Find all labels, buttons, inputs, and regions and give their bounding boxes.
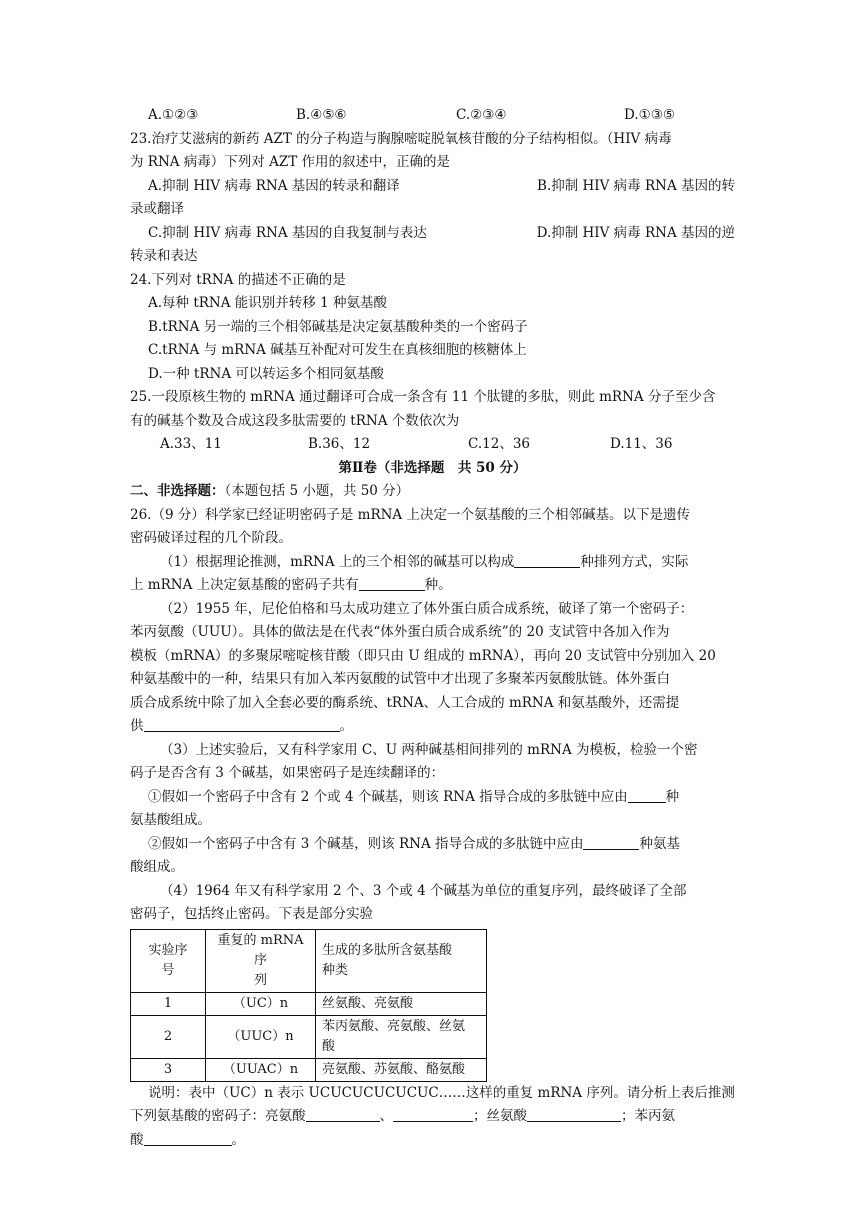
part2-heading-label: 二、非选择题： <box>130 483 225 499</box>
q23-option-a: A.抑制 HIV 病毒 RNA 基因的转录和翻译 <box>148 177 400 194</box>
table-header-cell <box>206 929 316 992</box>
q26-part3-line-2: 码子是否含有 3 个碱基，如果密码子是连续翻译的： <box>130 765 445 781</box>
q26-note-text-f: 。 <box>231 1131 245 1148</box>
q26-part3-line-3 <box>130 786 735 810</box>
q26-part1-text-a: （1）根据理论推测，mRNA 上的三个相邻的碱基可以构成 <box>160 553 515 570</box>
q25-stem-line-1: 25.一段原核生物的 mRNA 通过翻译可合成一条含有 11 个肽键的多肽，则此 mRNA 分子至少含 <box>130 389 716 405</box>
q24-option-a: A.每种 tRNA 能识别并转移 1 种氨基酸 <box>148 295 387 311</box>
q26-part3-text-a: ①假如一个密码子中含有 2 个或 4 个碱基，则该 RNA 指导合成的多肽链中应由 <box>148 788 628 805</box>
q26-part3-text-c: ②假如一个密码子中含有 3 个碱基，则该 RNA 指导合成的多肽链中应由 <box>148 835 584 852</box>
part2-heading <box>130 480 735 504</box>
q23-option-d: D.抑制 HIV 病毒 RNA 基因的逆 <box>536 224 735 241</box>
part2-heading-note: （本题包括 5 小题，共 50 分） <box>224 483 410 499</box>
q26-part3-line-5 <box>130 833 735 857</box>
table-header-row <box>131 929 487 992</box>
q26-part2-text-a: 供 <box>130 718 144 734</box>
q24-stem: 24.下列对 tRNA 的描述不正确的是 <box>130 271 346 288</box>
q26-part2-line-2: 苯丙氨酸（UUU）。具体的做法是在代表“体外蛋白质合成系统”的 20 支试管中各加入作为 <box>130 624 670 640</box>
q26-part2-line-6 <box>130 715 735 739</box>
q22-option-b: B.④⑤⑥ <box>296 107 347 123</box>
q23-option-b-cont: 录或翻译 <box>130 201 184 217</box>
q26-part1-line-1 <box>130 551 735 575</box>
q26-note-line-1: 说明：表中（UC）n 表示 UCUCUCUCUCUC……这样的重复 mRNA 序列。请分析上表后推测 <box>148 1084 735 1101</box>
table-cell-no: 3 <box>131 1058 206 1081</box>
q23-stem-line-2: 为 RNA 病毒）下列对 AZT 作用的叙述中，正确的是 <box>130 154 451 170</box>
q22-option-c: C.②③④ <box>456 107 507 123</box>
q26-part2-line-3: 模板（mRNA）的多聚尿嘧啶核苷酸（即只由 U 组成的 mRNA），再向 20 支试管中分别加入 20 <box>130 647 716 664</box>
part2-title: 第Ⅱ卷（非选择题 共 50 分） <box>338 459 527 476</box>
header-text: 实验序 <box>148 942 188 958</box>
table-cell-no: 2 <box>131 1015 206 1058</box>
q26-part1-text-c: 上 mRNA 上决定氨基酸的密码子共有 <box>130 577 359 593</box>
q26-intro-line-1: 26.（9 分）科学家已经证明密码子是 mRNA 上决定一个氨基酸的三个相邻碱基。以下是遗传 <box>130 506 690 523</box>
q25-option-b: B.36、12 <box>308 436 371 452</box>
q25-option-d: D.11、36 <box>610 436 673 452</box>
q22-option-a: A.①②③ <box>148 107 199 123</box>
q23-options-ab <box>130 175 735 199</box>
table-cell-seq: （UC）n <box>206 992 316 1015</box>
q26-intro-line-2: 密码破译过程的几个阶段。 <box>130 530 292 546</box>
q26-part2-line-5: 质合成系统中除了加入全套必要的酶系统、tRNA、人工合成的 mRNA 和氨基酸外，还需提 <box>130 694 680 711</box>
header-text: 生成的多肽所含氨基酸 <box>322 942 453 958</box>
cell-text: 酸 <box>322 1038 336 1054</box>
header-text: 重复的 mRNA 序 <box>217 932 304 968</box>
table-header-cell <box>316 929 487 992</box>
table-cell-aa: 亮氨酸、苏氨酸、酪氨酸 <box>316 1058 487 1081</box>
q25-option-c: C.12、36 <box>468 436 530 452</box>
q26-part4-line-2: 密码子，包括终止密码。下表是部分实验 <box>130 906 373 922</box>
answer-blank[interactable] <box>393 1107 473 1122</box>
answer-blank[interactable] <box>144 1131 232 1146</box>
q26-part1-line-2 <box>130 574 735 598</box>
table-cell-no: 1 <box>131 992 206 1015</box>
q26-note-text-e: 酸 <box>130 1131 144 1148</box>
q23-option-c: C.抑制 HIV 病毒 RNA 基因的自我复制与表达 <box>148 224 427 241</box>
q23-option-b: B.抑制 HIV 病毒 RNA 基因的转 <box>537 177 735 194</box>
q22-options <box>130 104 735 128</box>
q23-option-d-cont: 转录和表达 <box>130 248 198 264</box>
q26-part4-line-1: （4）1964 年又有科学家用 2 个、3 个或 4 个碱基为单位的重复序列，最终破译了全部 <box>160 882 687 899</box>
table-row <box>131 1058 487 1081</box>
answer-blank[interactable] <box>514 553 580 568</box>
q26-part2-line-1: （2）1955 年，尼伦伯格和马太成功建立了体外蛋白质合成系统，破译了第一个密码子： <box>160 600 694 617</box>
answer-blank[interactable] <box>306 1107 380 1122</box>
exam-page <box>130 104 735 1152</box>
header-text: 号 <box>161 962 175 978</box>
q24-option-b: B.tRNA 另一端的三个相邻碱基是决定氨基酸种类的一个密码子 <box>148 318 528 335</box>
q22-option-d: D.①③⑤ <box>624 107 675 123</box>
q24-option-d: D.一种 tRNA 可以转运多个相同氨基酸 <box>148 365 384 382</box>
answer-blank[interactable] <box>527 1107 621 1122</box>
q26-note-line-3 <box>130 1129 735 1153</box>
q23-stem-line-1: 23.治疗艾滋病的新药 AZT 的分子构造与胸腺嘧啶脱氧核苷酸的分子结构相似。（HIV 病毒 <box>130 130 672 147</box>
q26-part3-line-1: （3）上述实验后，又有科学家用 C、U 两种碱基相间排列的 mRNA 为模板，检验一个密 <box>160 741 698 758</box>
cell-text: 苯丙氨酸、亮氨酸、丝氨 <box>322 1018 466 1034</box>
table-cell-seq: （UUAC）n <box>206 1058 316 1081</box>
q26-part3-text-b: 种 <box>665 788 680 805</box>
table-row <box>131 992 487 1015</box>
answer-blank[interactable] <box>583 835 639 850</box>
q26-part1-text-d: 种。 <box>424 577 452 593</box>
q26-part2-text-b: 。 <box>339 718 353 734</box>
q26-note-text-d: ；苯丙氨 <box>621 1108 675 1124</box>
table-cell-seq: （UUC）n <box>206 1015 316 1058</box>
q26-note-text-c: ；丝氨酸 <box>473 1108 527 1124</box>
experiment-table <box>130 929 487 1082</box>
table-cell-aa: 丝氨酸、亮氨酸 <box>316 992 487 1015</box>
table-cell-aa <box>316 1015 487 1058</box>
q24-option-c: C.tRNA 与 mRNA 碱基互补配对可发生在真核细胞的核糖体上 <box>148 342 527 358</box>
header-text: 种类 <box>322 962 349 978</box>
q26-part3-text-d: 种氨基 <box>639 835 680 852</box>
q26-note-line-2 <box>130 1105 735 1129</box>
table-row <box>131 1015 487 1058</box>
q26-note-text-a: 下列氨基酸的密码子：亮氨酸 <box>130 1108 306 1124</box>
q25-option-a: A.33、11 <box>160 436 222 452</box>
answer-blank[interactable] <box>628 788 666 803</box>
q25-options <box>130 433 735 457</box>
q25-stem-line-2: 有的碱基个数及合成这段多肽需要的 tRNA 个数依次为 <box>130 412 460 429</box>
table-header-cell <box>131 929 206 992</box>
q26-note-text-b: 、 <box>379 1108 393 1124</box>
header-text: 列 <box>253 972 267 988</box>
answer-blank[interactable] <box>359 576 425 591</box>
q23-options-cd <box>130 222 735 246</box>
q26-part2-line-4: 种氨基酸中的一种，结果只有加入苯丙氨酸的试管中才出现了多聚苯丙氨酸肽链。体外蛋白 <box>130 671 670 687</box>
q26-part1-text-b: 种排列方式，实际 <box>580 553 689 570</box>
q26-part3-line-6: 酸组成。 <box>130 859 184 875</box>
q26-part3-line-4: 氨基酸组成。 <box>130 812 211 828</box>
answer-blank[interactable] <box>144 717 340 732</box>
